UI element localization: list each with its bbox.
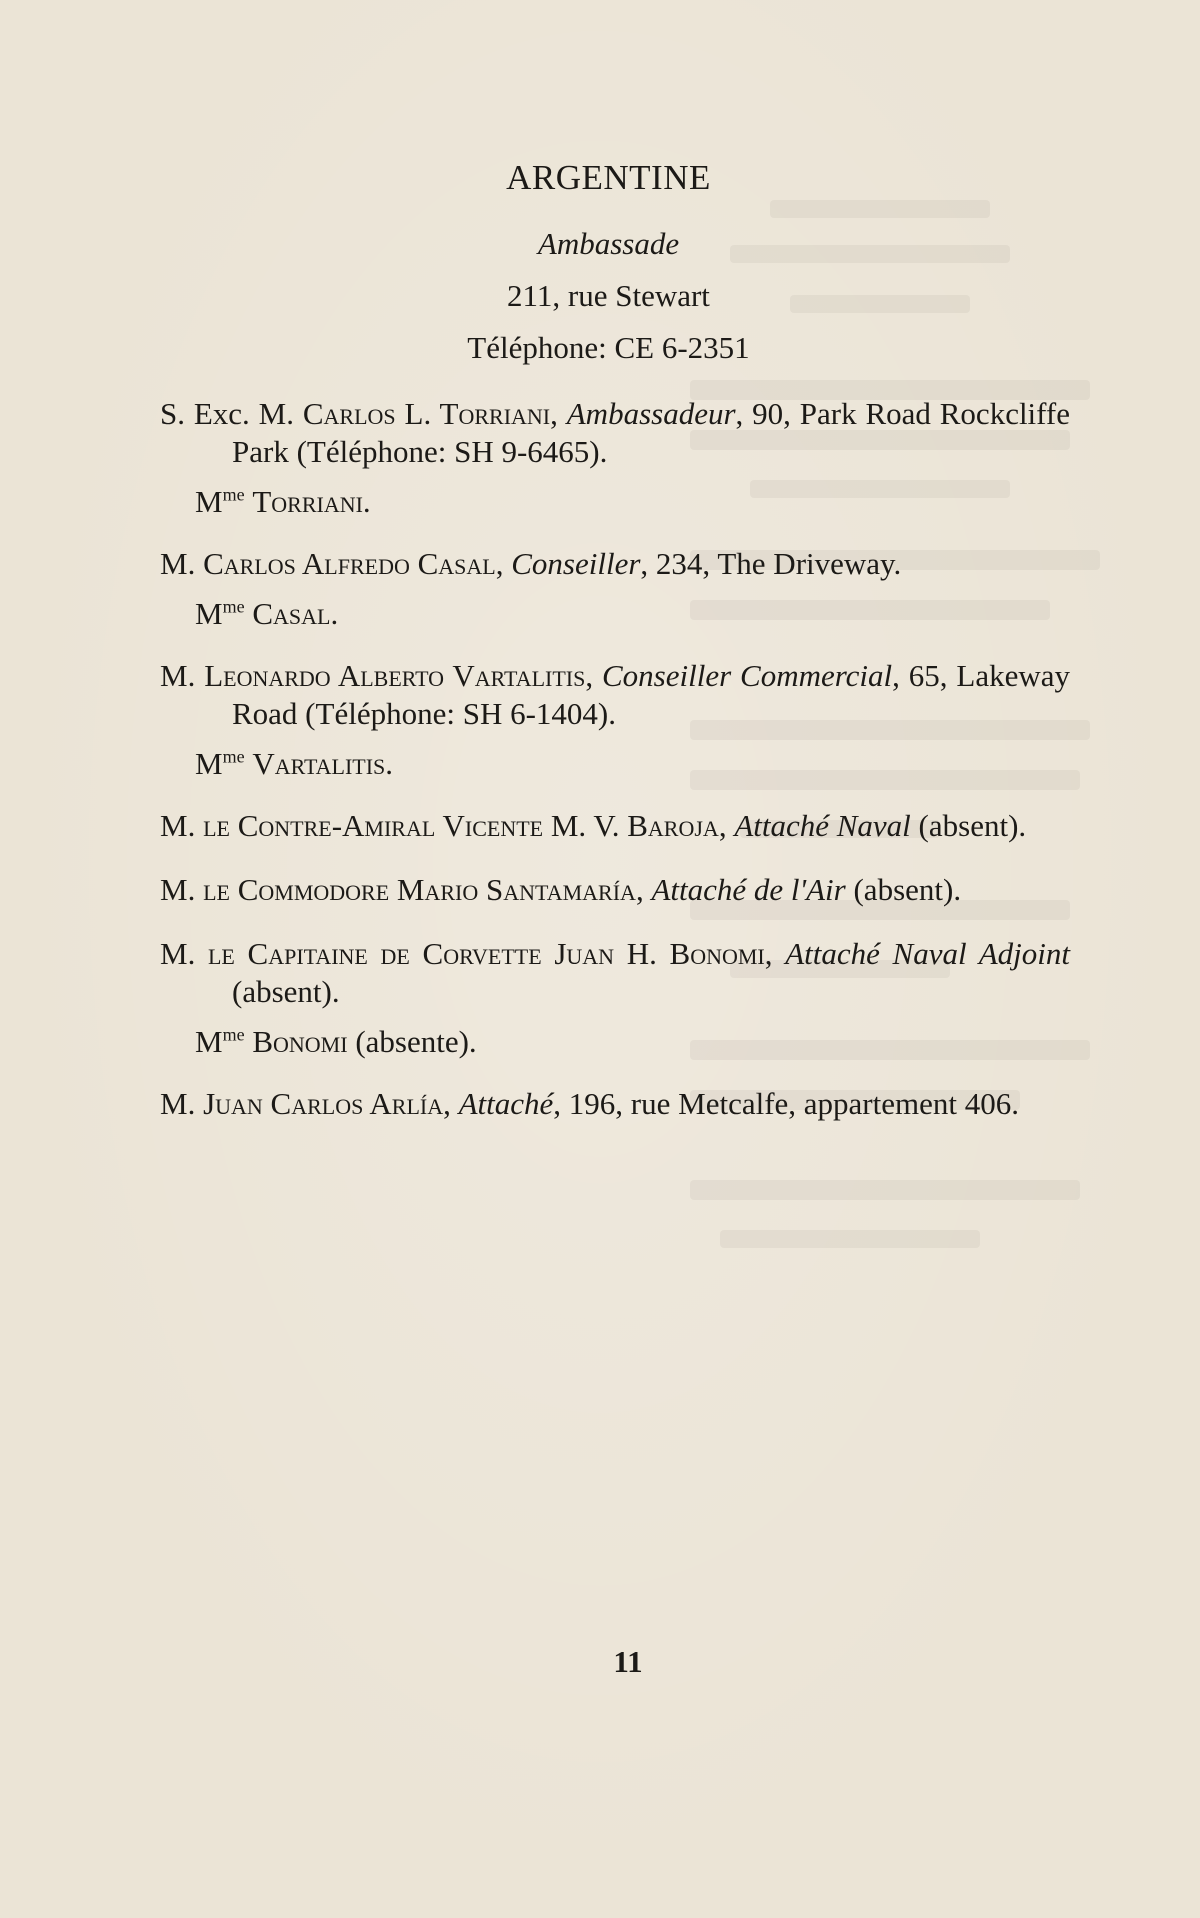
staff-entry: M. le Capitaine de Corvette Juan H. Bonomi, Attaché Naval Adjoint (absent). bbox=[160, 936, 1070, 1009]
staff-entry: M. le Contre-Amiral Vicente M. V. Baroja, Attaché Naval (absent). bbox=[160, 808, 1027, 843]
embassy-address: 211, rue Stewart bbox=[507, 278, 710, 313]
staff-list bbox=[155, 395, 1070, 1149]
staff-title: Ambassadeur bbox=[566, 396, 736, 431]
spouse-entry: $M^{me}$ Bonomi (absente). bbox=[195, 1024, 477, 1059]
staff-name: Carlos L. Torriani bbox=[302, 396, 551, 431]
staff-title: Conseiller bbox=[511, 546, 641, 581]
staff-name: Carlos Alfredo Casal bbox=[203, 546, 496, 581]
embassy-telephone: Téléphone: CE 6-2351 bbox=[467, 330, 750, 365]
country-heading: ARGENTINE bbox=[506, 158, 711, 197]
staff-name: Leonardo Alberto Vartalitis bbox=[204, 658, 586, 693]
staff-entry: M. Juan Carlos Arlía, Attaché, 196, rue Metcalfe, appartement 406. bbox=[160, 1086, 1019, 1121]
mission-type: Ambassade bbox=[537, 226, 680, 261]
staff-name: Juan Carlos Arlía bbox=[203, 1086, 444, 1121]
spouse-entry: $M^{me}$ Torriani. bbox=[195, 484, 371, 519]
spouse-entry: $M^{me}$ Vartalitis. bbox=[195, 746, 394, 781]
staff-entry: M. le Commodore Mario Santamaría, Attaché de l'Air (absent). bbox=[160, 872, 962, 907]
staff-entry: M. Leonardo Alberto Vartalitis, Conseiller Commercial, 65, Lakeway Road (Téléphone: SH 6-1404). bbox=[160, 658, 1070, 731]
staff-entry: M. Carlos Alfredo Casal, Conseiller, 234, The Driveway. bbox=[160, 546, 902, 581]
staff-title: Attaché Naval bbox=[734, 808, 911, 843]
staff-title: Attaché Naval Adjoint bbox=[785, 936, 1070, 971]
staff-name: le Capitaine de Corvette Juan H. Bonomi bbox=[207, 936, 765, 971]
staff-name: le Contre-Amiral Vicente M. V. Baroja bbox=[203, 808, 719, 843]
staff-title: Attaché de l'Air bbox=[651, 872, 846, 907]
staff-title: Attaché bbox=[458, 1086, 554, 1121]
page-number: 11 bbox=[613, 1644, 643, 1679]
staff-name: le Commodore Mario Santamaría bbox=[203, 872, 636, 907]
staff-title: Conseiller Commercial bbox=[601, 658, 893, 693]
spouse-entry: $M^{me}$ Casal. bbox=[195, 596, 339, 631]
staff-entry: S. Exc. M. Carlos L. Torriani, Ambassadeur, 90, Park Road Rockcliffe Park (Téléphone: SH 9-6465). bbox=[160, 396, 1071, 469]
